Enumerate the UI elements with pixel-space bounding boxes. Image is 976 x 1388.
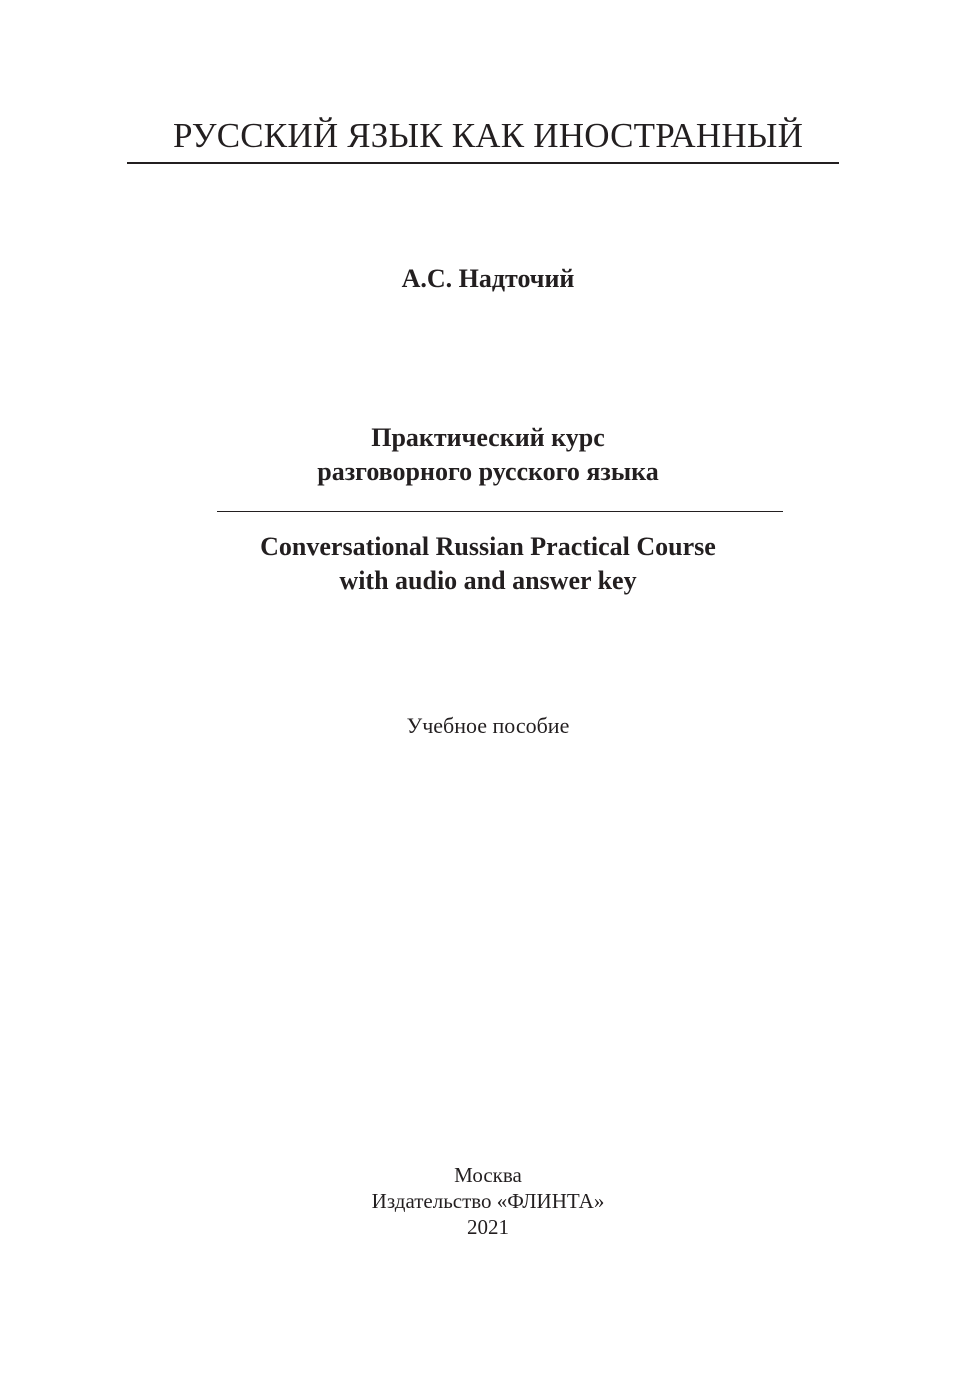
series-title: РУССКИЙ ЯЗЫК КАК ИНОСТРАННЫЙ (172, 116, 804, 155)
title-english-line-1: Conversational Russian Practical Course (260, 532, 716, 561)
title-russian-line-1: Практический курс (371, 423, 605, 452)
title-russian-line-2: разговорного русского языка (317, 457, 659, 486)
title-english-line-2: with audio and answer key (339, 566, 637, 595)
title-divider (217, 511, 783, 512)
imprint-publisher: Издательство «ФЛИНТА» (371, 1189, 605, 1213)
series-divider (127, 162, 839, 164)
imprint-city: Москва (454, 1163, 522, 1187)
title-russian (0, 421, 976, 489)
author-name: А.С. Надточий (401, 264, 575, 293)
book-type: Учебное пособие (406, 713, 570, 738)
imprint-year: 2021 (467, 1215, 509, 1239)
title-english (0, 530, 976, 598)
imprint (0, 1162, 976, 1240)
